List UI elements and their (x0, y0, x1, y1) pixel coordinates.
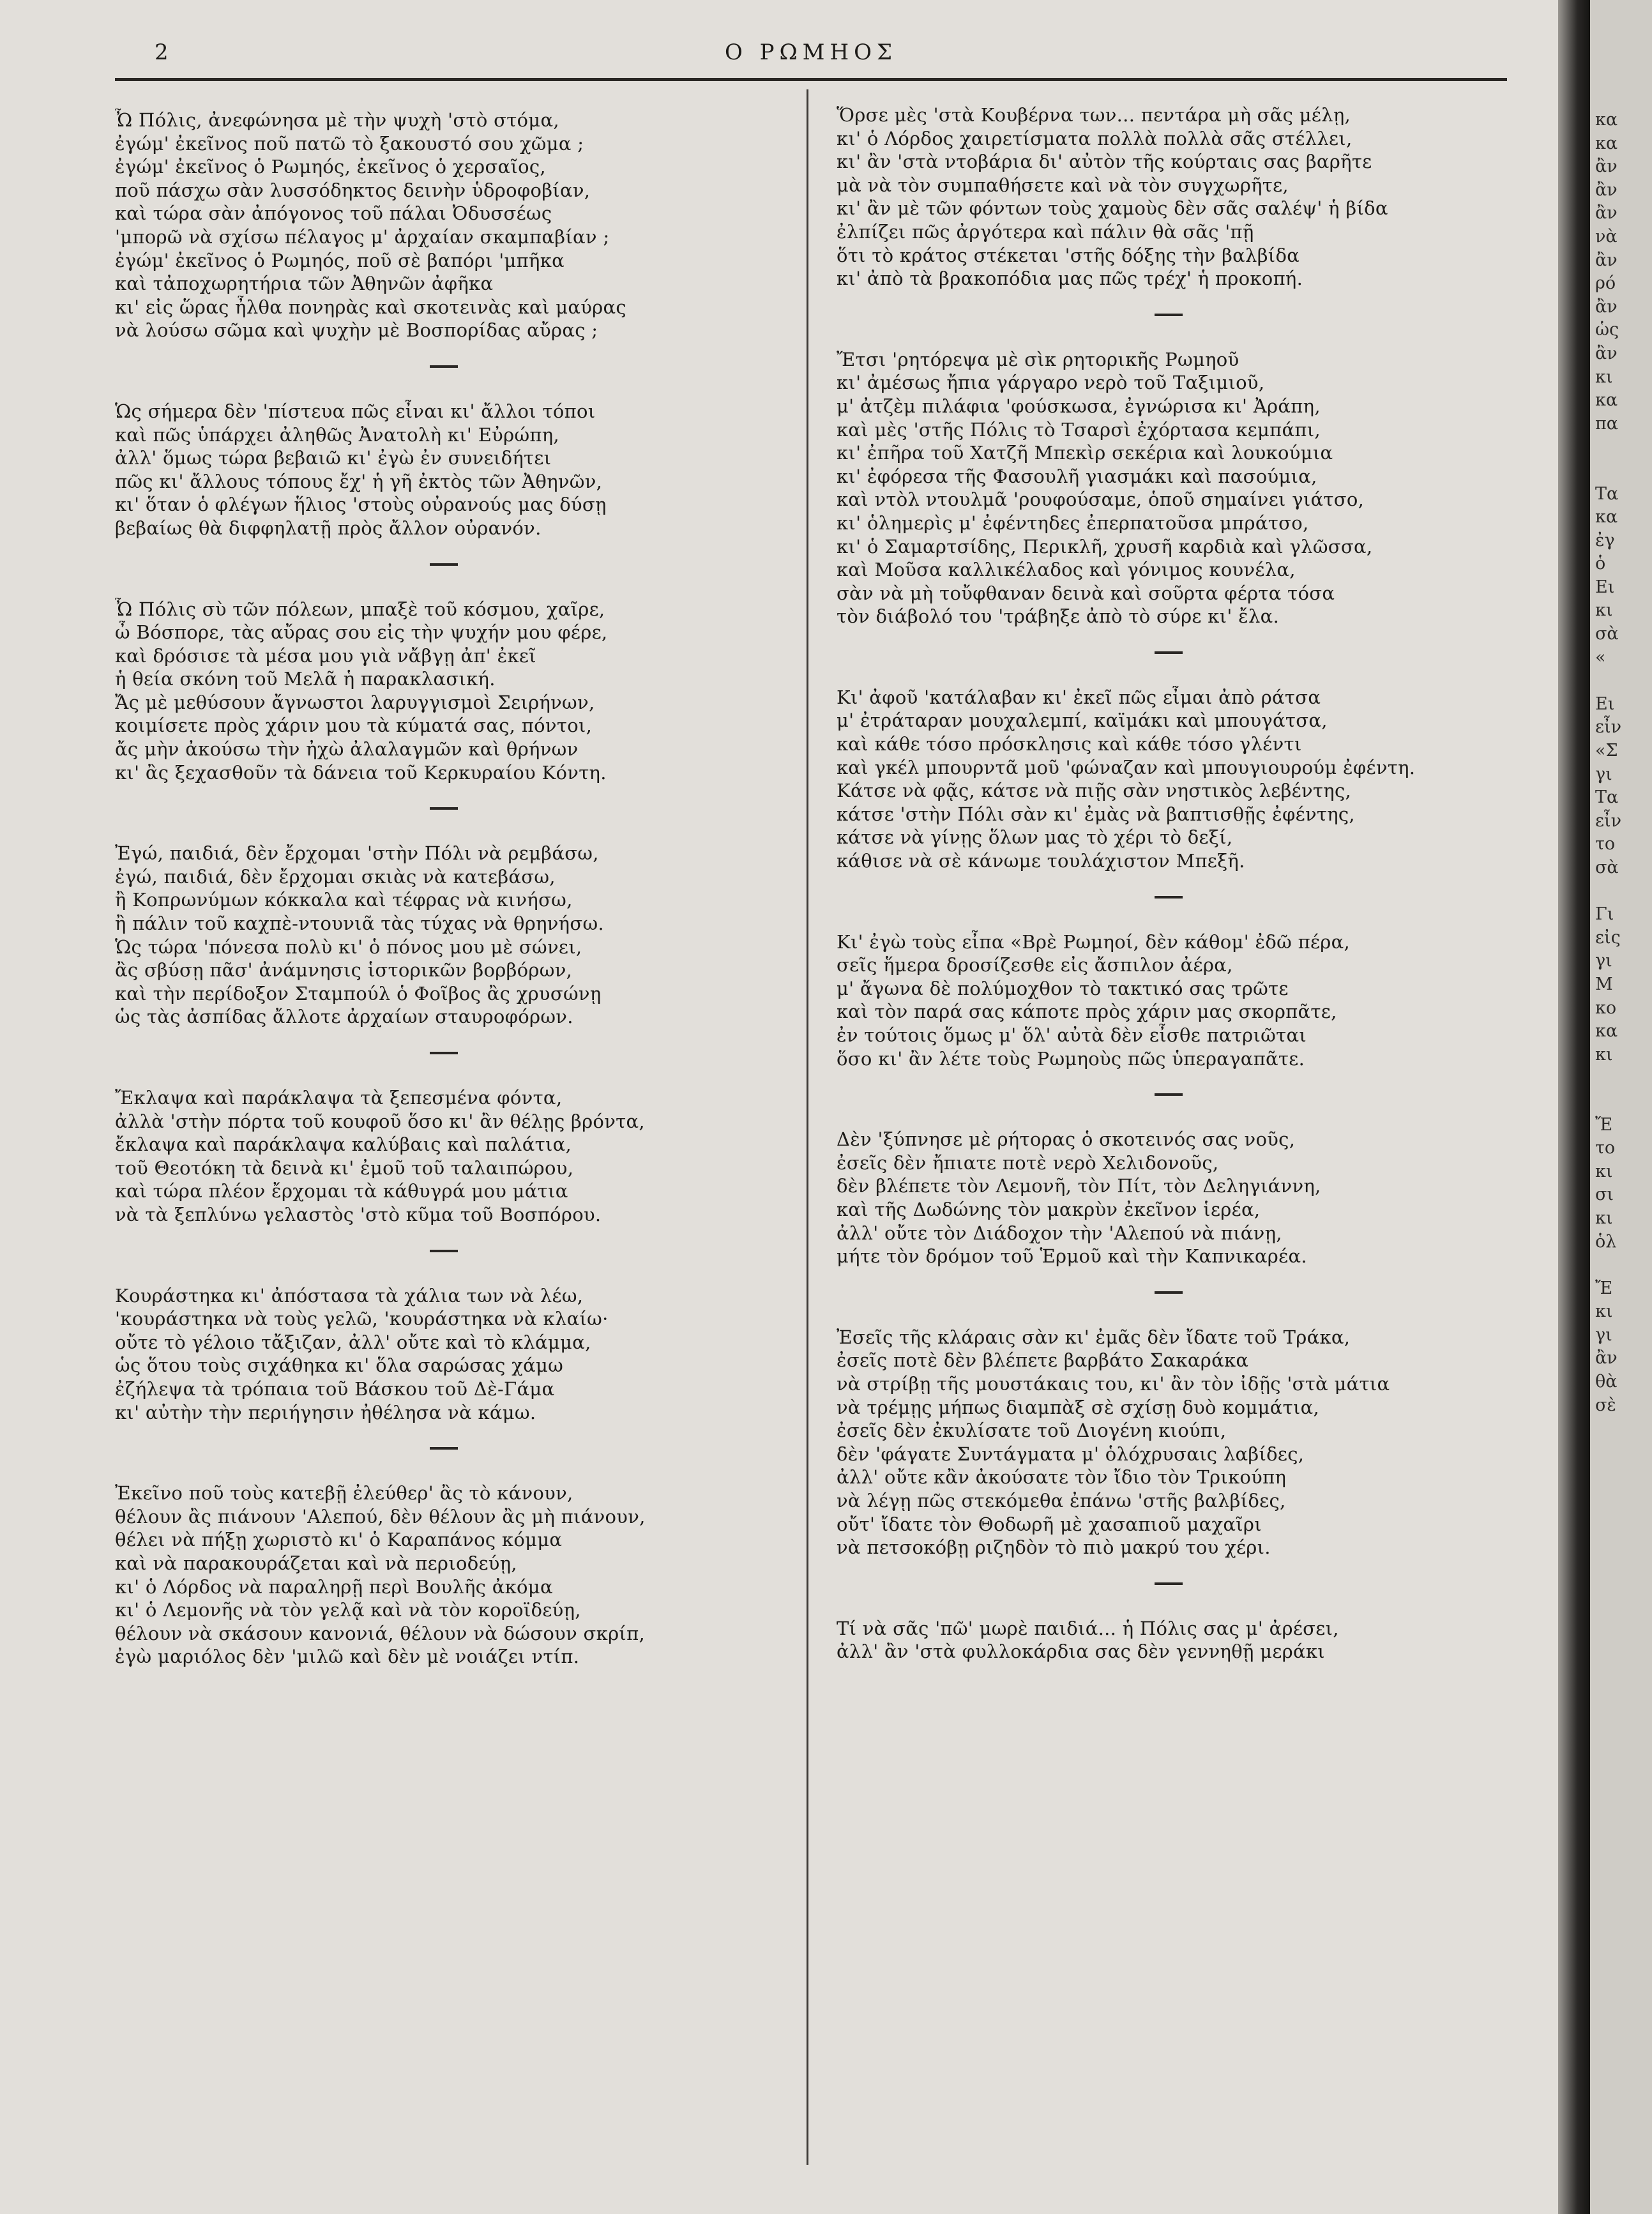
margin-fragment: ὁλ (1595, 1231, 1617, 1252)
margin-fragment (1590, 436, 1652, 459)
verse-line: ἀλλὰ 'στὴν πόρτα τοῦ κουφοῦ ὅσο κι' ἂν θέλῃς βρόντα, (115, 1110, 645, 1132)
margin-fragment: εἰς (1595, 927, 1621, 948)
margin-fragment: « (1595, 647, 1606, 667)
stanza (115, 1482, 773, 1669)
margin-fragment: Ἔ (1595, 1278, 1613, 1298)
verse-line: κι' ὅταν ὁ φλέγων ἥλιος 'στοὺς οὐρανούς μας δύσῃ (115, 494, 607, 516)
verse-line: κι' αὐτὴν τὴν περιήγησιν ἠθέλησα νὰ κάμω. (115, 1401, 536, 1423)
verse-line: ἐσεῖς ποτὲ δὲν βλέπετε βαρβάτο Σακαράκα (837, 1349, 1249, 1372)
stanza (837, 1326, 1501, 1559)
header-rule (115, 78, 1507, 81)
verse-line: Ἔτσι 'ρητόρεψα μὲ σὶκ ρητορικῆς Ρωμηοῦ (837, 348, 1239, 370)
margin-fragment: κι (1595, 367, 1613, 387)
verse-line: Ἐσεῖς τῆς κλάραις σὰν κι' ἐμᾶς δὲν ἴδατε τοῦ Τράκα, (837, 1326, 1351, 1348)
margin-fragment (1590, 669, 1652, 693)
verse-line: κι' ἀπὸ τὰ βρακοπόδια μας πῶς τρέχ' ἡ προκοπή. (837, 268, 1303, 290)
verse-line: Κι' ἀφοῦ 'κατάλαβαν κι' ἐκεῖ πῶς εἶμαι ἀπὸ ράτσα (837, 686, 1321, 708)
margin-fragment: κο (1595, 997, 1617, 1018)
verse-line: οὔτ' ἴδατε τὸν Θοδωρῆ μὲ χασαπιοῦ μαχαῖρι (837, 1513, 1262, 1535)
verse-line: κι' ἀμέσως ἤπια γάργαρο νερὸ τοῦ Ταξιμιοῦ, (837, 372, 1265, 394)
margin-fragment: σὲ (1595, 1395, 1616, 1415)
stanza-separator (430, 1250, 458, 1252)
verse-line: σὰν νὰ μὴ τοὔφθαναν δεινὰ καὶ σοῦρτα φέρτα τόσα (837, 582, 1335, 604)
margin-fragment: ἂν (1595, 179, 1618, 200)
verse-line: δὲν βλέπετε τὸν Λεμονῆ, τὸν Πίτ, τὸν Δεληγιάννη, (837, 1175, 1321, 1197)
verse-line: ἀλλ' ὅμως τώρα βεβαιῶ κι' ἐγὼ ἐν συνειδήτει (115, 447, 552, 469)
stanza-separator (1155, 314, 1183, 316)
verse-line: ἐσεῖς δὲν ἤπιατε ποτὲ νερὸ Χελιδονοῦς, (837, 1151, 1219, 1174)
verse-line: ἡ θεία σκόνη τοῦ Μελᾶ ἡ παρακλασική. (115, 668, 496, 690)
verse-line: ἐγὼ μαριόλος δὲν 'μιλῶ καὶ δὲν μὲ νοιάζει ντίπ. (115, 1646, 580, 1668)
margin-fragment: Ει (1595, 694, 1615, 714)
stanza-separator (1155, 1291, 1183, 1294)
book-gutter (1558, 0, 1590, 2214)
verse-line: ἐν τούτοις ὅμως μ' ὅλ' αὐτὰ δὲν εἶσθε πατριῶται (837, 1024, 1307, 1046)
masthead-title: Ο ΡΩΜΗΟΣ (724, 40, 898, 65)
stanza-separator (1155, 1093, 1183, 1096)
verse-line: νὰ λέγῃ πῶς στεκόμεθα ἐπάνω 'στῆς βαλβίδες, (837, 1489, 1286, 1512)
margin-fragment: το (1595, 1138, 1616, 1158)
margin-fragment: κα (1595, 390, 1618, 411)
verse-line: Ὦ Πόλις σὺ τῶν πόλεων, μπαξὲ τοῦ κόσμου, χαῖρε, (115, 598, 605, 620)
verse-line: θέλουν νὰ σκάσουν κανονιά, θέλουν νὰ δώσουν σκρίπ, (115, 1622, 645, 1644)
page-number: 2 (155, 40, 169, 65)
verse-line: σεῖς ἥμερα δροσίζεσθε εἰς ἄσπιλον ἀέρα, (837, 954, 1233, 976)
verse-line: ἔκλαψα καὶ παράκλαψα καλύβαις καὶ παλάτια, (115, 1134, 572, 1156)
verse-line: ἀλλ' οὔτε τὸν Διάδοχον τὴν 'Αλεπού νὰ πιάνῃ, (837, 1222, 1282, 1244)
verse-line: μήτε τὸν δρόμον τοῦ Ἑρμοῦ καὶ τὴν Καπνικαρέα. (837, 1245, 1307, 1268)
verse-line: καὶ τὸν παρά σας κάποτε πρὸς χάριν μας σκορπᾶτε, (837, 1001, 1337, 1023)
verse-line: κι' ἐπῆρα τοῦ Χατζῆ Μπεκὶρ σεκέρια καὶ λουκούμια (837, 442, 1333, 464)
stanza (115, 109, 773, 342)
verse-line: κι' ὁ Λόρδος νὰ παραληρῇ περὶ Βουλῆς ἀκόμα (115, 1575, 553, 1598)
verse-line: καὶ τῆς Δωδώνης τὸν μακρὺν ἐκεῖνον ἱερέα, (837, 1198, 1261, 1220)
verse-line: νὰ στρίβῃ τῆς μουστάκαις του, κι' ἂν τὸν ἰδῇς 'στὰ μάτια (837, 1372, 1390, 1395)
margin-fragment: κι (1595, 600, 1613, 621)
margin-fragment: Ἔ (1595, 1114, 1613, 1135)
verse-line: κι' ἂς ξεχασθοῦν τὰ δάνεια τοῦ Κερκυραίου Κόντη. (115, 761, 607, 784)
stanza-separator (430, 1052, 458, 1054)
verse-line: καὶ τἀποχωρητήρια τῶν Ἀθηνῶν ἀφῆκα (115, 273, 494, 295)
verse-line: καὶ κάθε τόσο πρόσκλησις καὶ κάθε τόσο γλέντι (837, 733, 1302, 755)
verse-line: ποῦ πάσχω σὰν λυσσόδηκτος δεινὴν ὑδροφοβίαν, (115, 179, 591, 201)
margin-fragment: θὰ (1595, 1372, 1618, 1392)
verse-line: ὅσο κι' ἂν λέτε τοὺς Ρωμηοὺς πῶς ὑπεραγαπᾶτε. (837, 1047, 1305, 1070)
verse-line: κι' ὁ Λεμονῆς νὰ τὸν γελᾷ καὶ νὰ τὸν κοροϊδεύῃ, (115, 1599, 581, 1621)
margin-fragment: γι (1595, 1324, 1612, 1345)
verse-line: Κουράστηκα κι' ἀπόστασα τὰ χάλια των νὰ λέω, (115, 1284, 584, 1307)
verse-line: Ἐκεῖνο ποῦ τοὺς κατεβῇ ἐλεύθερ' ἂς τὸ κάνουν, (115, 1482, 573, 1505)
verse-line: μ' ἀτζὲμ πιλάφια 'φούσκωσα, ἐγνώρισα κι' Ἀράπη, (837, 395, 1321, 417)
stanza (837, 930, 1501, 1071)
verse-line: ἄς μὴν ἀκούσω τὴν ἠχὼ ἀλαλαγμῶν καὶ θρήνων (115, 738, 579, 761)
verse-line: κι' ὁλημερὶς μ' ἐφέντηδες ἐπερπατοῦσα μπράτσο, (837, 512, 1309, 534)
verse-line: ἐζήλεψα τὰ τρόπαια τοῦ Βάσκου τοῦ Δὲ-Γάμα (115, 1377, 555, 1400)
margin-fragment: πα (1595, 413, 1618, 434)
stanza-separator (430, 365, 458, 368)
margin-fragment: ὡς (1595, 320, 1619, 340)
verse-line: κοιμίσετε πρὸς χάριν μου τὰ κύματά σας, πόντοι, (115, 715, 593, 737)
margin-fragment: ἂν (1595, 1348, 1618, 1369)
margin-fragment: νὰ (1595, 226, 1618, 246)
verse-line: ἐγώμ' ἐκεῖνος ὁ Ρωμηός, ποῦ σὲ βαπόρι 'μπῆκα (115, 249, 565, 271)
verse-line: καὶ Μοῦσα καλλικέλαδος καὶ γόνιμος κουνέλα, (837, 559, 1296, 581)
verse-line: ὅτι τὸ κράτος στέκεται 'στῆς δόξης τὴν βαλβίδα (837, 244, 1300, 266)
verse-line: Ὦ Πόλις, ἀνεφώνησα μὲ τὴν ψυχὴ 'στὸ στόμα, (115, 109, 559, 131)
stanza (837, 103, 1501, 291)
verse-line: κι' ὁ Σαμαρτσίδης, Περικλῆ, χρυσῆ καρδιὰ καὶ γλῶσσα, (837, 535, 1373, 557)
margin-fragment: ἂν (1595, 343, 1618, 363)
verse-line: καὶ πῶς ὑπάρχει ἀληθῶς Ἀνατολὴ κι' Εὐρώπη, (115, 423, 559, 446)
verse-line: κι' εἰς ὥρας ἦλθα πονηρὰς καὶ σκοτεινὰς καὶ μαύρας (115, 296, 626, 318)
stanza-separator (1155, 651, 1183, 654)
margin-fragment: ἂν (1595, 250, 1618, 270)
margin-fragment: κι (1595, 1208, 1613, 1228)
next-page-margin (1590, 0, 1652, 2214)
verse-line: ἢ Κοπρωνύμων κόκκαλα καὶ τέφρας νὰ κινήσω, (115, 889, 573, 911)
stanza (837, 1617, 1501, 1664)
stanza-separator (1155, 1582, 1183, 1585)
verse-line: πῶς κι' ἄλλους τόπους ἔχ' ἡ γῆ ἐκτὸς τῶν Ἀθηνῶν, (115, 470, 603, 492)
stanza (115, 1284, 773, 1425)
margin-fragment (1590, 459, 1652, 483)
verse-line: κι' ἂν μὲ τῶν φόντων τοὺς χαμοὺς δὲν σᾶς σαλέψ' ἡ βίδα (837, 197, 1388, 220)
margin-fragment: ἐγ (1595, 530, 1615, 550)
stanza-separator (430, 1447, 458, 1450)
margin-fragment: ἂν (1595, 203, 1618, 224)
margin-fragment: εἶν (1595, 810, 1621, 831)
margin-fragment: γι (1595, 951, 1612, 971)
margin-fragment: κα (1595, 507, 1618, 527)
verse-line: καὶ τώρα πλέον ἔρχομαι τὰ κάθυγρά μου μάτια (115, 1180, 568, 1202)
verse-line: νὰ λούσω σῶμα καὶ ψυχὴν μὲ Βοσπορίδας αὔρας ; (115, 319, 598, 342)
verse-line: ὦ Βόσπορε, τὰς αὔρας σου εἰς τὴν ψυχήν μου φέρε, (115, 621, 608, 644)
verse-line: ὡς ὅτου τοὺς σιχάθηκα κι' ὅλα σαρώσας χάμω (115, 1354, 564, 1377)
margin-fragment: κα (1595, 133, 1618, 153)
verse-line: δὲν 'φάγατε Συντάγματα μ' ὁλόχρυσαις λαβίδες, (837, 1443, 1305, 1465)
verse-line: Τί νὰ σᾶς 'πῶ' μωρὲ παιδιά... ἡ Πόλις σας μ' ἀρέσει, (837, 1617, 1339, 1639)
verse-line: ἐγώμ' ἐκεῖνος ὁ Ρωμηός, ἐκεῖνος ὁ χερσαῖος, (115, 156, 546, 178)
verse-line: 'μπορῶ νὰ σχίσω πέλαγος μ' ἀρχαίαν σκαμπαβίαν ; (115, 225, 610, 248)
margin-fragment: ἂν (1595, 156, 1618, 177)
verse-line: ἐλπίζει πῶς ἀργότερα καὶ πάλιν θὰ σᾶς 'πῇ (837, 220, 1254, 243)
verse-line: νὰ πετσοκόβῃ ριζηδὸν τὸ πιὸ μακρύ του χέρι. (837, 1536, 1271, 1559)
verse-line: ἀλλ' ἂν 'στὰ φυλλοκάρδια σας δὲν γεννηθῇ μεράκι (837, 1641, 1325, 1663)
verse-line: Ἄς μὲ μεθύσουν ἄγνωστοι λαρυγγισμοὶ Σειρήνων, (115, 691, 595, 713)
right-column (837, 95, 1501, 1664)
verse-line: ἐσεῖς δὲν ἐκυλίσατε τοῦ Διογένη κιούπι, (837, 1420, 1227, 1442)
margin-fragment: Γι (1595, 904, 1614, 925)
verse-line: Ὡς σήμερα δὲν 'πίστευα πῶς εἶναι κι' ἄλλοι τόποι (115, 400, 596, 422)
stanza (837, 1128, 1501, 1268)
page-header (115, 40, 1507, 78)
stanza (115, 842, 773, 1029)
margin-fragment: γι (1595, 764, 1612, 784)
margin-fragment: ρό (1595, 273, 1616, 294)
margin-fragment: Ει (1595, 577, 1615, 597)
stanza (837, 348, 1501, 628)
verse-line: βεβαίως θὰ διφφηλατῇ πρὸς ἄλλον οὐρανόν. (115, 517, 542, 539)
verse-line: τὸν διάβολό του 'τράβηξε ἀπὸ τὸ σύρε κι' ἔλα. (837, 605, 1280, 628)
stanza (115, 598, 773, 785)
verse-line: ὡς τὰς ἀσπίδας ἄλλοτε ἀρχαίων σταυροφόρων. (115, 1006, 573, 1028)
margin-fragment (1590, 880, 1652, 904)
verse-line: καὶ ντὸλ ντουλμᾶ 'ρουφούσαμε, ὁποῦ σημαίνει γιάτσο, (837, 489, 1365, 511)
verse-line: καὶ τώρα σὰν ἀπόγονος τοῦ πάλαι Ὀδυσσέως (115, 202, 552, 225)
verse-line: κάθισε νὰ σὲ κάνωμε τουλάχιστον Μπεξῆ. (837, 850, 1245, 872)
verse-line: ἀλλ' οὔτε κἂν ἀκούσατε τὸν ἴδιο τὸν Τρικούπη (837, 1466, 1287, 1489)
margin-fragment: σὰ (1595, 858, 1619, 877)
stanza-separator (1155, 896, 1183, 898)
verse-line: 'κουράστηκα νὰ τοὺς γελῶ, 'κουράστηκα νὰ κλαίω· (115, 1308, 609, 1330)
verse-line: κι' ἐφόρεσα τῆς Φασουλῆ γιασμάκι καὶ πασούμια, (837, 465, 1317, 487)
margin-fragment: σι (1595, 1185, 1614, 1205)
verse-line: Δὲν 'ξύπνησε μὲ ρήτορας ὁ σκοτεινός σας νοῦς, (837, 1128, 1296, 1151)
verse-line: Ὡς τώρα 'πόνεσα πολὺ κι' ὁ πόνος μου μὲ σώνει, (115, 936, 582, 958)
verse-line: καὶ τὴν περίδοξον Σταμπούλ ὁ Φοῖβος ἂς χρυσώνῃ (115, 982, 602, 1005)
margin-fragment: το (1595, 834, 1616, 854)
margin-fragment: κι (1595, 1044, 1613, 1065)
margin-fragment (1590, 1090, 1652, 1114)
margin-fragment: Τα (1595, 483, 1619, 504)
verse-line: ἐγώ, παιδιά, δὲν ἔρχομαι σκιὰς νὰ κατεβάσω, (115, 865, 556, 888)
verse-line: κι' ὁ Λόρδος χαιρετίσματα πολλὰ πολλὰ σᾶς στέλλει, (837, 127, 1353, 149)
verse-line: ἢ πάλιν τοῦ καχπὲ-ντουνιᾶ τὰς τύχας νὰ θρηνήσω. (115, 913, 604, 935)
stanza (115, 1086, 773, 1227)
verse-line: ἂς σβύσῃ πᾶσ' ἀνάμνησις ἱστορικῶν βορβόρων, (115, 959, 573, 982)
verse-line: μ' ἄγωνα δὲ πολύμοχθον τὸ τακτικό σας τρῶτε (837, 977, 1289, 999)
verse-line: νὰ τρέμῃς μήπως διαμπὰξ σὲ σχίσῃ δυὸ κομμάτια, (837, 1396, 1320, 1418)
margin-fragment: ἂν (1595, 296, 1618, 317)
verse-line: θέλει νὰ πήξῃ χωριστὸ κι' ὁ Καραπάνος κόμμα (115, 1529, 563, 1551)
verse-line: καὶ δρόσισε τὰ μέσα μου γιὰ νἄβγῃ ἀπ' ἐκεῖ (115, 644, 536, 667)
margin-fragment: κι (1595, 1301, 1613, 1322)
verse-line: κάτσε 'στὴν Πόλι σὰν κι' ἐμὰς νὰ βαπτισθῇς ἐφέντης, (837, 803, 1355, 825)
verse-line: Κάτσε νὰ φᾷς, κάτσε νὰ πιῇς σὰν νηστικὸς λεβέντης, (837, 780, 1351, 802)
stanza (115, 400, 773, 540)
verse-line: καὶ γκέλ μπουρντᾶ μοῦ 'φώναζαν καὶ μπουγιουρούμ ἐφέντη. (837, 756, 1416, 778)
margin-fragment: ὁ (1595, 554, 1606, 574)
margin-fragment: εἶν (1595, 717, 1621, 738)
margin-fragment: «Σ (1595, 741, 1618, 761)
margin-fragment (1590, 1254, 1652, 1277)
verse-line: Ἐγώ, παιδιά, δὲν ἔρχομαι 'στὴν Πόλι νὰ ρεμβάσω, (115, 842, 599, 865)
margin-fragment: σὰ (1595, 624, 1619, 644)
stanza-separator (430, 807, 458, 810)
stanza (837, 686, 1501, 873)
verse-line: κι' ἂν 'στὰ ντοβάρια δι' αὐτὸν τῆς κούρταις σας βαρῆτε (837, 151, 1372, 173)
verse-line: ἐγώμ' ἐκεῖνος ποῦ πατῶ τὸ ξακουστό σου χῶμα ; (115, 132, 584, 155)
margin-fragment: κι (1595, 1161, 1613, 1181)
margin-fragment: κα (1595, 1021, 1618, 1042)
left-column (115, 95, 773, 1669)
verse-line: κάτσε νὰ γίνῃς ὅλων μας τὸ χέρι τὸ δεξί, (837, 826, 1233, 849)
margin-fragment: Τα (1595, 787, 1619, 808)
verse-line: Ἔκλαψα καὶ παράκλαψα τὰ ξεπεσμένα φόντα, (115, 1087, 563, 1109)
verse-line: καὶ νὰ παρακουράζεται καὶ νὰ περιοδεύῃ, (115, 1552, 517, 1574)
stanza-separator (430, 563, 458, 566)
verse-line: θέλουν ἂς πιάνουν 'Αλεπού, δὲν θέλουν ἂς μὴ πιάνουν, (115, 1505, 646, 1528)
verse-line: καὶ μὲς 'στῆς Πόλις τὸ Τσαρσὶ ἐχόρτασα κεμπάπι, (837, 418, 1321, 441)
verse-line: τοῦ Θεοτόκη τὰ δεινὰ κι' ἐμοῦ τοῦ ταλαιπώρου, (115, 1156, 574, 1179)
margin-fragment (1590, 1066, 1652, 1090)
verse-line: μὰ νὰ τὸν συμπαθήσετε καὶ νὰ τὸν συγχωρῆτε, (837, 174, 1289, 196)
verse-line: οὔτε τὸ γέλοιο τἄξιζαν, ἀλλ' οὔτε καὶ τὸ κλάμμα, (115, 1331, 591, 1353)
verse-line: μ' ἐτράταραν μουχαλεμπί, καϊμάκι καὶ μπουγάτσα, (837, 709, 1328, 732)
verse-line: Κι' ἐγὼ τοὺς εἶπα «Βρὲ Ρωμηοί, δὲν κάθομ' ἐδῶ πέρα, (837, 930, 1351, 953)
column-divider (807, 89, 808, 2165)
margin-fragment: Μ (1595, 974, 1613, 994)
margin-fragment: κα (1595, 110, 1618, 130)
verse-line: Ὅρσε μὲς 'στὰ Κουβέρνα των... πεντάρα μὴ σᾶς μέλῃ, (837, 104, 1351, 126)
verse-line: νὰ τὰ ξεπλύνω γελαστὸς 'στὸ κῦμα τοῦ Βοσπόρου. (115, 1203, 602, 1225)
